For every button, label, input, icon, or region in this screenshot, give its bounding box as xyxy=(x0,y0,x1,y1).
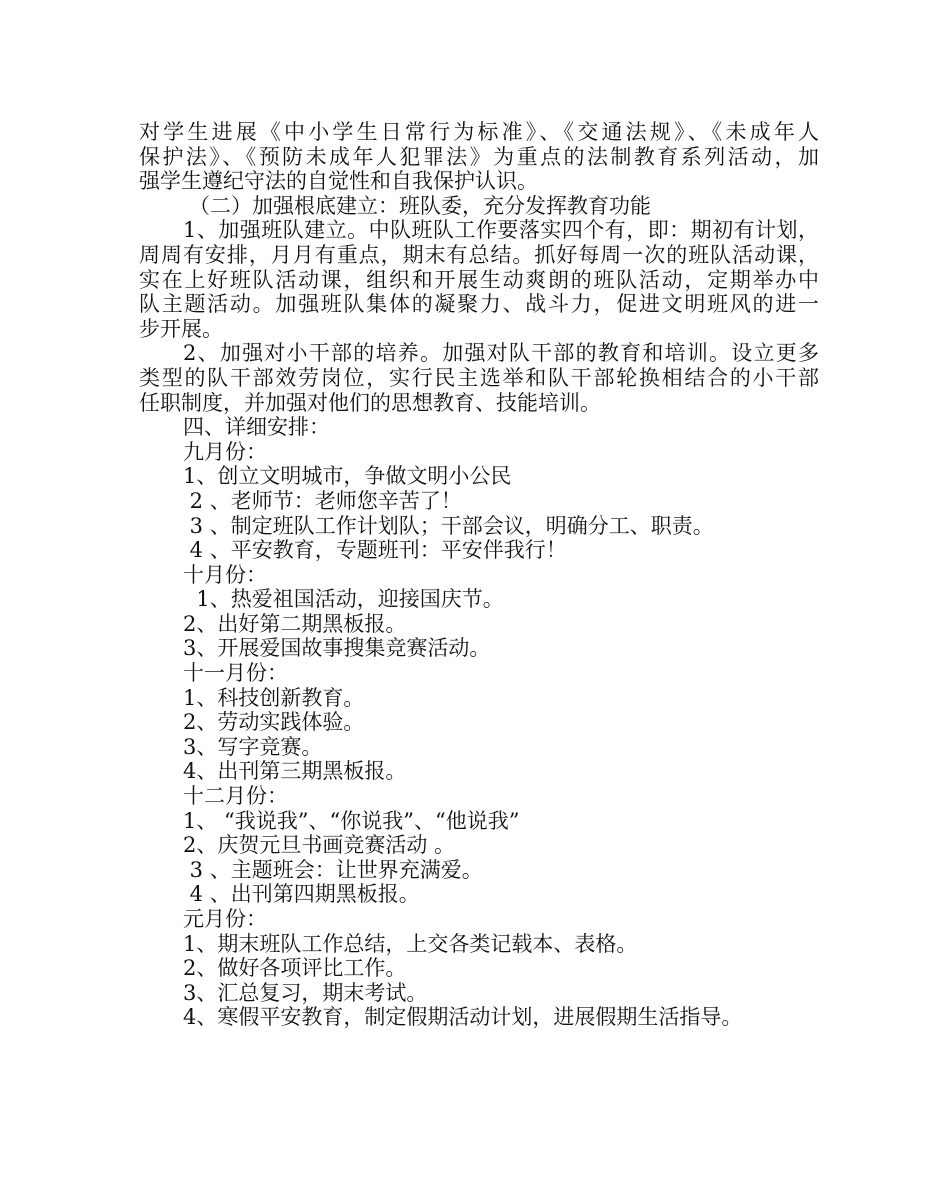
month-label: 十月份： xyxy=(183,562,267,587)
list-item: 1、 “我说我”、“你说我”、“他说我” xyxy=(183,808,520,833)
month-september xyxy=(139,440,819,563)
paragraph-line: 类型的队干部效劳岗位，实行民主选举和队干部轮换相结合的小干部 xyxy=(139,365,819,390)
list-item: 2 、老师节：老师您辛苦了！ xyxy=(183,488,462,513)
paragraph-line: 保护法》、《预防未成年人犯罪法》为重点的法制教育系列活动，加 xyxy=(139,144,819,169)
list-item: 3、汇总复习，期末考试。 xyxy=(183,980,428,1005)
paragraph-line: 周周有安排，月月有重点，期末有总结。抓好每周一次的班队活动课， xyxy=(139,242,819,267)
paragraph-line: 实在上好班队活动课，组织和开展生动爽朗的班队活动，定期举办中 xyxy=(139,267,819,292)
intro-paragraph xyxy=(139,120,819,194)
month-label: 十二月份： xyxy=(183,784,288,809)
month-november xyxy=(139,661,819,784)
month-january xyxy=(139,907,819,1030)
list-item: 4 、出刊第四期黑板报。 xyxy=(183,882,420,907)
list-item: 1、热爱祖国活动，迎接国庆节。 xyxy=(183,587,504,612)
section-four-heading: 四、详细安排： xyxy=(183,415,330,440)
list-item: 3 、制定班队工作计划队；干部会议，明确分工、职责。 xyxy=(183,513,714,538)
paragraph-line: 1、加强班队建立。中队班队工作要落实四个有，即：期初有计划， xyxy=(183,218,819,243)
paragraph-line: 强学生遵纪守法的自觉性和自我保护认识。 xyxy=(139,169,538,194)
list-item: 4 、平安教育，专题班刊：平安伴我行！ xyxy=(183,538,567,563)
list-item: 2、庆贺元旦书画竞赛活动 。 xyxy=(183,833,456,858)
document-body xyxy=(139,120,819,1030)
list-item: 3、写字竞赛。 xyxy=(183,734,323,759)
list-item: 1、期末班队工作总结，上交各类记载本、表格。 xyxy=(183,931,638,956)
paragraph-line: 2、加强对小干部的培养。加强对队干部的教育和培训。设立更多 xyxy=(183,341,819,366)
list-item: 4、出刊第三期黑板报。 xyxy=(183,759,407,784)
paragraph-line: 任职制度，并加强对他们的思想教育、技能培训。 xyxy=(139,390,601,415)
paragraph-line: 对学生进展《中小学生日常行为标准》、《交通法规》、《未成年人 xyxy=(139,120,819,144)
list-item: 1、科技创新教育。 xyxy=(183,685,365,710)
month-october xyxy=(139,563,819,661)
list-item: 2、出好第二期黑板报。 xyxy=(183,611,407,636)
month-label: 元月份： xyxy=(183,907,267,931)
item1-paragraph xyxy=(139,218,819,341)
list-item: 1、创立文明城市，争做文明小公民 xyxy=(183,464,512,489)
list-item: 2、做好各项评比工作。 xyxy=(183,956,407,981)
list-item: 3 、主题班会：让世界充满爱。 xyxy=(183,857,483,882)
item2-paragraph xyxy=(139,341,819,415)
paragraph-line: 步开展。 xyxy=(139,316,223,341)
list-item: 4、寒假平安教育，制定假期活动计划，进展假期生活指导。 xyxy=(183,1005,743,1030)
month-label: 十一月份： xyxy=(183,661,288,686)
month-label: 九月份： xyxy=(183,439,267,464)
list-item: 3、开展爱国故事搜集竞赛活动。 xyxy=(183,636,491,661)
list-item: 2、劳动实践体验。 xyxy=(183,710,365,735)
month-december xyxy=(139,784,819,907)
paragraph-line: 队主题活动。加强班队集体的凝聚力、战斗力，促进文明班风的进一 xyxy=(139,292,819,317)
section-two-heading: （二）加强根底建立：班队委，充分发挥教育功能 xyxy=(189,193,651,218)
